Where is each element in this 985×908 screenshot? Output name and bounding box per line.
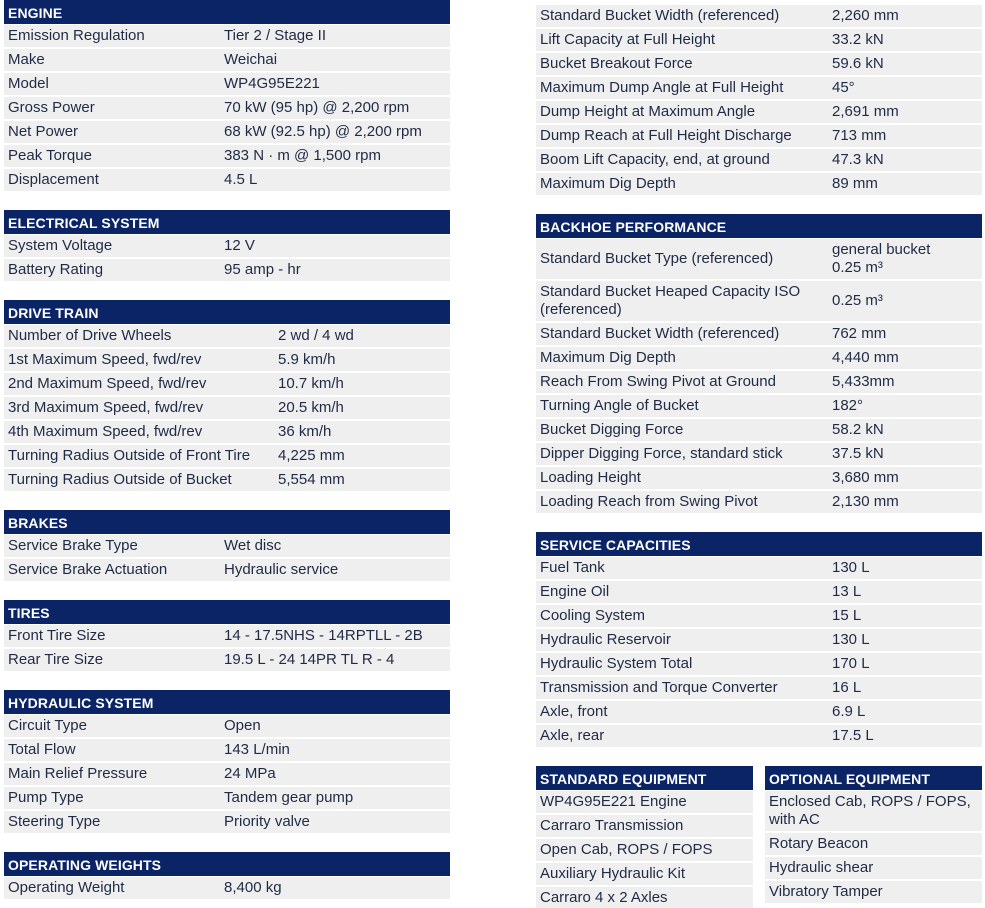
spec-label: Total Flow bbox=[8, 741, 76, 758]
equipment-item bbox=[765, 881, 982, 905]
equipment-label: Open Cab, ROPS / FOPS bbox=[540, 841, 713, 858]
equipment-item bbox=[765, 857, 982, 881]
spec-label: 4th Maximum Speed, fwd/rev bbox=[8, 423, 203, 440]
spec-row bbox=[4, 811, 450, 835]
spec-value: 6.9 L bbox=[832, 703, 866, 720]
equipment-item bbox=[536, 839, 753, 863]
spec-row bbox=[4, 535, 450, 559]
spec-row bbox=[536, 395, 982, 419]
spec-label: Number of Drive Wheels bbox=[8, 327, 172, 344]
spec-label: Displacement bbox=[8, 171, 99, 188]
spec-row bbox=[4, 421, 450, 445]
spec-value: 20.5 km/h bbox=[278, 399, 344, 416]
spec-label: Bucket Digging Force bbox=[540, 421, 684, 438]
spec-value: 68 kW (92.5 hp) @ 2,200 rpm bbox=[224, 123, 422, 140]
section-service-capacities bbox=[536, 532, 982, 749]
spec-label: Maximum Dump Angle at Full Height bbox=[540, 79, 784, 96]
spec-label: Loading Height bbox=[540, 469, 641, 486]
spec-label: Axle, rear bbox=[540, 727, 605, 744]
spec-label: Hydraulic Reservoir bbox=[540, 631, 671, 648]
spec-label: Hydraulic System Total bbox=[540, 655, 693, 672]
equipment-lists bbox=[536, 766, 982, 908]
section-electrical-system bbox=[4, 210, 450, 283]
spec-label: Net Power bbox=[8, 123, 79, 140]
equipment-label: Rotary Beacon bbox=[769, 835, 869, 852]
spec-row bbox=[4, 763, 450, 787]
equipment-label: Carraro Transmission bbox=[540, 817, 684, 834]
spec-label: Turning Radius Outside of Front Tire bbox=[8, 447, 251, 464]
spec-value: 713 mm bbox=[832, 127, 887, 144]
spec-label: Dump Reach at Full Height Discharge bbox=[540, 127, 792, 144]
spec-row bbox=[4, 145, 450, 169]
spec-label: Model bbox=[8, 75, 49, 92]
spec-value: 19.5 L - 24 14PR TL R - 4 bbox=[224, 651, 395, 668]
spec-label: Steering Type bbox=[8, 813, 101, 830]
spec-row bbox=[536, 725, 982, 749]
spec-value: Priority valve bbox=[224, 813, 310, 830]
equipment-label: WP4G95E221 Engine bbox=[540, 793, 687, 810]
spec-value: 130 L bbox=[832, 631, 870, 648]
section-header: TIRES bbox=[4, 600, 450, 624]
spec-label: Pump Type bbox=[8, 789, 84, 806]
spec-row bbox=[536, 605, 982, 629]
spec-value: 2,130 mm bbox=[832, 493, 899, 510]
section-hydraulic-system bbox=[4, 690, 450, 835]
spec-label: 2nd Maximum Speed, fwd/rev bbox=[8, 375, 207, 392]
spec-value: 17.5 L bbox=[832, 727, 874, 744]
left-column bbox=[4, 0, 450, 908]
spec-row bbox=[4, 877, 450, 901]
spec-value: 95 amp - hr bbox=[224, 261, 301, 278]
spec-label: Turning Radius Outside of Bucket bbox=[8, 471, 232, 488]
spec-value: 70 kW (95 hp) @ 2,200 rpm bbox=[224, 99, 410, 116]
equipment-item bbox=[765, 833, 982, 857]
spec-row bbox=[536, 653, 982, 677]
spec-label: Maximum Dig Depth bbox=[540, 349, 676, 366]
spec-row bbox=[4, 397, 450, 421]
spec-row bbox=[536, 125, 982, 149]
section-header: BACKHOE PERFORMANCE bbox=[536, 214, 982, 238]
spec-value: Tandem gear pump bbox=[224, 789, 354, 806]
spec-value: 33.2 kN bbox=[832, 31, 884, 48]
spec-row bbox=[4, 259, 450, 283]
spec-row bbox=[536, 419, 982, 443]
spec-value: 2,260 mm bbox=[832, 7, 899, 24]
spec-row bbox=[4, 49, 450, 73]
spec-row bbox=[536, 173, 982, 197]
spec-label: System Voltage bbox=[8, 237, 113, 254]
spec-value: 170 L bbox=[832, 655, 870, 672]
section-header: BRAKES bbox=[4, 510, 450, 534]
spec-label: Dump Height at Maximum Angle bbox=[540, 103, 756, 120]
spec-value: Wet disc bbox=[224, 537, 282, 554]
equipment-label: Auxiliary Hydraulic Kit bbox=[540, 865, 686, 882]
spec-label: Circuit Type bbox=[8, 717, 87, 734]
spec-label: Front Tire Size bbox=[8, 627, 106, 644]
spec-label: Main Relief Pressure bbox=[8, 765, 148, 782]
spec-value: general bucket 0.25 m³ bbox=[832, 241, 931, 276]
spec-value: 12 V bbox=[224, 237, 255, 254]
spec-row bbox=[4, 469, 450, 493]
spec-label: Service Brake Type bbox=[8, 537, 138, 554]
section-header: HYDRAULIC SYSTEM bbox=[4, 690, 450, 714]
equipment-label: Hydraulic shear bbox=[769, 859, 874, 876]
spec-value: 5,433mm bbox=[832, 373, 895, 390]
spec-row bbox=[4, 739, 450, 763]
spec-value: 47.3 kN bbox=[832, 151, 884, 168]
spec-label: Turning Angle of Bucket bbox=[540, 397, 699, 414]
spec-label: Gross Power bbox=[8, 99, 95, 116]
section-loader-performance bbox=[536, 5, 982, 197]
spec-row bbox=[536, 701, 982, 725]
spec-row bbox=[536, 581, 982, 605]
spec-value: 4.5 L bbox=[224, 171, 258, 188]
spec-label: Make bbox=[8, 51, 45, 68]
spec-value: 8,400 kg bbox=[224, 879, 282, 896]
spec-value: 5,554 mm bbox=[278, 471, 345, 488]
section-backhoe-performance bbox=[536, 214, 982, 515]
spec-value: 14 - 17.5NHS - 14RPTLL - 2B bbox=[224, 627, 423, 644]
section-header: OPERATING WEIGHTS bbox=[4, 852, 450, 876]
spec-value: 37.5 kN bbox=[832, 445, 884, 462]
spec-value: 383 N · m @ 1,500 rpm bbox=[224, 147, 381, 164]
section-header: STANDARD EQUIPMENT bbox=[536, 766, 753, 790]
equipment-standard-equipment bbox=[536, 766, 753, 908]
equipment-label: Vibratory Tamper bbox=[769, 883, 883, 900]
spec-label: Fuel Tank bbox=[540, 559, 605, 576]
spec-value: WP4G95E221 bbox=[224, 75, 320, 92]
equipment-item bbox=[536, 815, 753, 839]
spec-value: 45° bbox=[832, 79, 855, 96]
equipment-item bbox=[536, 791, 753, 815]
spec-label: Engine Oil bbox=[540, 583, 610, 600]
equipment-item bbox=[765, 791, 982, 833]
spec-row bbox=[4, 649, 450, 673]
spec-value: 10.7 km/h bbox=[278, 375, 344, 392]
spec-row bbox=[536, 281, 982, 323]
spec-label: 3rd Maximum Speed, fwd/rev bbox=[8, 399, 204, 416]
spec-row bbox=[536, 371, 982, 395]
spec-row bbox=[536, 149, 982, 173]
spec-row bbox=[4, 715, 450, 739]
spec-label: Standard Bucket Type (referenced) bbox=[540, 250, 774, 267]
spec-value: 2 wd / 4 wd bbox=[278, 327, 354, 344]
spec-label: Dipper Digging Force, standard stick bbox=[540, 445, 783, 462]
spec-row bbox=[4, 559, 450, 583]
spec-label: Transmission and Torque Converter bbox=[540, 679, 778, 696]
spec-row bbox=[536, 29, 982, 53]
spec-label: Standard Bucket Width (referenced) bbox=[540, 325, 780, 342]
spec-label: Battery Rating bbox=[8, 261, 104, 278]
spec-value: Hydraulic service bbox=[224, 561, 339, 578]
spec-value: Tier 2 / Stage II bbox=[224, 27, 326, 44]
right-column bbox=[536, 0, 982, 908]
spec-value: 15 L bbox=[832, 607, 862, 624]
spec-row bbox=[4, 97, 450, 121]
spec-row bbox=[4, 625, 450, 649]
spec-value: 4,440 mm bbox=[832, 349, 899, 366]
spec-row bbox=[4, 373, 450, 397]
spec-row bbox=[4, 121, 450, 145]
spec-value: Weichai bbox=[224, 51, 278, 68]
section-header: ELECTRICAL SYSTEM bbox=[4, 210, 450, 234]
spec-row bbox=[536, 677, 982, 701]
spec-value: 762 mm bbox=[832, 325, 887, 342]
section-header: OPTIONAL EQUIPMENT bbox=[765, 766, 982, 790]
spec-label: Operating Weight bbox=[8, 879, 125, 896]
section-operating-weights bbox=[4, 852, 450, 901]
equipment-item bbox=[536, 887, 753, 908]
spec-value: 3,680 mm bbox=[832, 469, 899, 486]
spec-label: Bucket Breakout Force bbox=[540, 55, 693, 72]
spec-row bbox=[536, 323, 982, 347]
spec-value: Open bbox=[224, 717, 261, 734]
spec-value: 58.2 kN bbox=[832, 421, 884, 438]
section-header: SERVICE CAPACITIES bbox=[536, 532, 982, 556]
spec-value: 16 L bbox=[832, 679, 862, 696]
equipment-item bbox=[536, 863, 753, 887]
spec-row bbox=[4, 787, 450, 811]
spec-label: Maximum Dig Depth bbox=[540, 175, 676, 192]
equipment-label: Enclosed Cab, ROPS / FOPS, with AC bbox=[769, 793, 971, 828]
section-tires bbox=[4, 600, 450, 673]
spec-row bbox=[4, 349, 450, 373]
spec-label: Standard Bucket Heaped Capacity ISO (referenced) bbox=[540, 283, 801, 318]
spec-value: 36 km/h bbox=[278, 423, 332, 440]
spec-value: 89 mm bbox=[832, 175, 878, 192]
spec-row bbox=[536, 557, 982, 581]
spec-label: Lift Capacity at Full Height bbox=[540, 31, 716, 48]
spec-row bbox=[536, 77, 982, 101]
spec-row bbox=[536, 629, 982, 653]
section-header: DRIVE TRAIN bbox=[4, 300, 450, 324]
spec-label: Standard Bucket Width (referenced) bbox=[540, 7, 780, 24]
spec-value: 4,225 mm bbox=[278, 447, 345, 464]
spec-label: Loading Reach from Swing Pivot bbox=[540, 493, 758, 510]
section-brakes bbox=[4, 510, 450, 583]
spec-label: Reach From Swing Pivot at Ground bbox=[540, 373, 776, 390]
spec-label: Emission Regulation bbox=[8, 27, 145, 44]
spec-value: 0.25 m³ bbox=[832, 292, 883, 309]
section-drive-train bbox=[4, 300, 450, 493]
spec-row bbox=[536, 347, 982, 371]
spec-label: Service Brake Actuation bbox=[8, 561, 168, 578]
section-engine bbox=[4, 0, 450, 193]
spec-row bbox=[536, 239, 982, 281]
equipment-label: Carraro 4 x 2 Axles bbox=[540, 889, 668, 906]
section-header: ENGINE bbox=[4, 0, 450, 24]
spec-row bbox=[4, 325, 450, 349]
spec-row bbox=[4, 73, 450, 97]
spec-row bbox=[4, 169, 450, 193]
spec-value: 143 L/min bbox=[224, 741, 290, 758]
spec-label: Boom Lift Capacity, end, at ground bbox=[540, 151, 770, 168]
spec-row bbox=[536, 101, 982, 125]
spec-row bbox=[4, 445, 450, 469]
spec-row bbox=[4, 235, 450, 259]
spec-value: 13 L bbox=[832, 583, 862, 600]
equipment-optional-equipment bbox=[765, 766, 982, 908]
spec-label: 1st Maximum Speed, fwd/rev bbox=[8, 351, 202, 368]
spec-row bbox=[536, 5, 982, 29]
spec-row bbox=[4, 25, 450, 49]
spec-row bbox=[536, 443, 982, 467]
spec-label: Cooling System bbox=[540, 607, 646, 624]
spec-label: Peak Torque bbox=[8, 147, 92, 164]
spec-label: Axle, front bbox=[540, 703, 608, 720]
spec-value: 5.9 km/h bbox=[278, 351, 336, 368]
spec-row bbox=[536, 467, 982, 491]
spec-row bbox=[536, 53, 982, 77]
spec-value: 59.6 kN bbox=[832, 55, 884, 72]
spec-value: 2,691 mm bbox=[832, 103, 899, 120]
spec-value: 182° bbox=[832, 397, 864, 414]
spec-value: 24 MPa bbox=[224, 765, 276, 782]
spec-label: Rear Tire Size bbox=[8, 651, 104, 668]
spec-value: 130 L bbox=[832, 559, 870, 576]
spec-row bbox=[536, 491, 982, 515]
